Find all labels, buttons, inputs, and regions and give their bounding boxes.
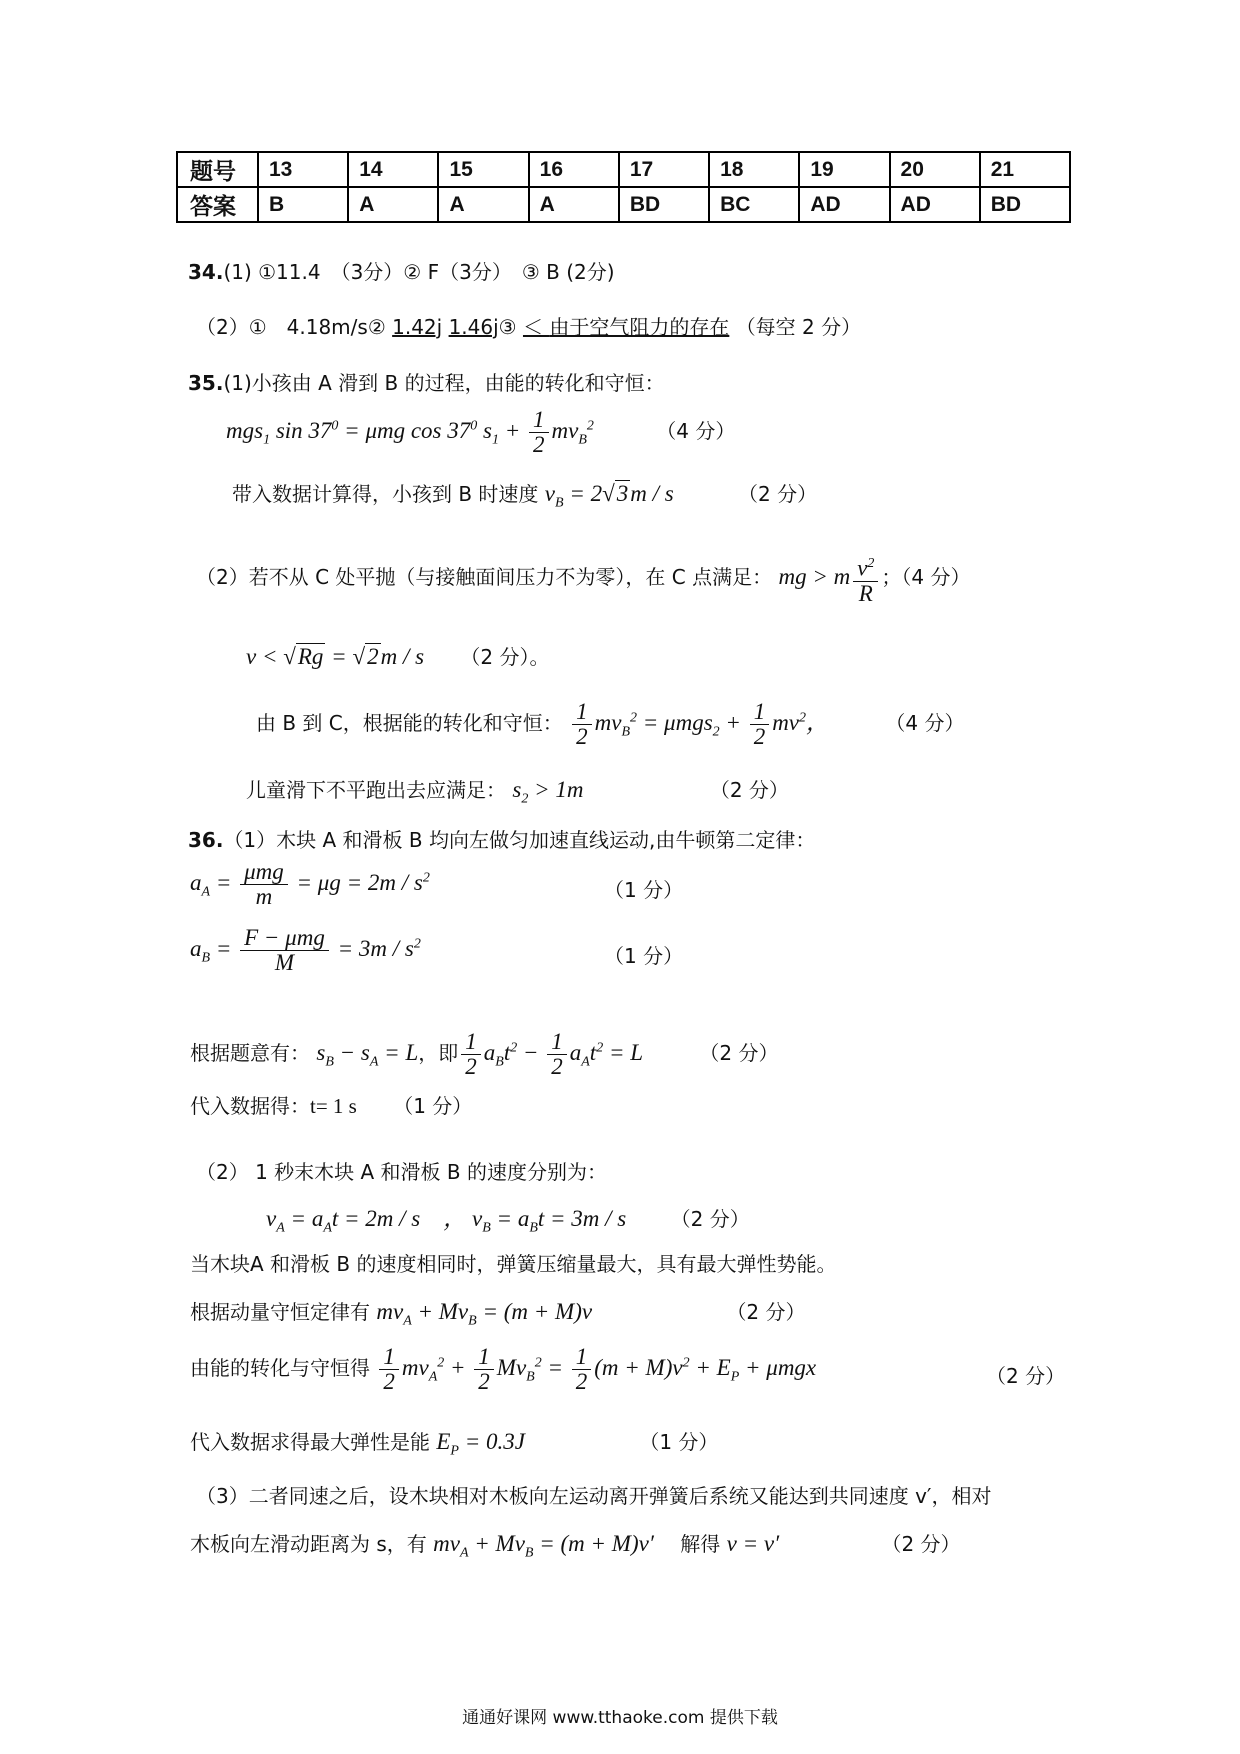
q34-line2-score: （每空 2 分） (735, 315, 862, 339)
formula-aA: $a_A$ = $\frac{\text{μmg}}{m}$ = $\mu g = 2m / s^2$ (190, 859, 430, 909)
q36-v-score: （2 分） (670, 1207, 750, 1231)
q36-aB-score: （1 分） (604, 944, 684, 968)
q36-p2 (196, 1156, 607, 1185)
q36-velocities (266, 1200, 750, 1237)
q36-p3-score: （2 分） (881, 1532, 961, 1556)
table-row-question-numbers (177, 152, 1070, 187)
table-cell: B (258, 187, 348, 222)
table-cell: A (529, 187, 619, 222)
q35-calc (232, 478, 817, 512)
table-cell: BD (980, 187, 1070, 222)
table-cell: 19 (799, 152, 889, 187)
q36-same-speed (190, 1248, 836, 1277)
formula-vb: $v_B = 2√3m / s$ (544, 481, 674, 511)
q35-child-text: 儿童滑下不平跑出去应满足： (246, 778, 506, 802)
q36-p2-intro: （2） 1 秒末木块 A 和滑板 B 的速度分别为： (196, 1160, 607, 1184)
q36-aA-score: （1 分） (604, 878, 684, 902)
q36-t-score: （1 分） (393, 1094, 473, 1118)
table-cell: BD (619, 187, 709, 222)
q36-momentum-score: （2 分） (726, 1300, 806, 1324)
q34-blank-4: 由于空气阻力的存在 (549, 315, 730, 339)
q36-energy-score: （2 分） (986, 1364, 1066, 1388)
formula-aB: $a_B$ = $\frac{\text{F − μmg}}{M}$ = $3m / s^2$ (190, 925, 421, 975)
q35-p2-score: ；（4 分） (881, 565, 971, 590)
q35-p2 (196, 552, 971, 606)
q36-p3-line1 (196, 1480, 991, 1509)
table-cell: A (348, 187, 438, 222)
formula-energy-ab: mgs$_1$ $\sin 37^0 = \mu mg$ $\cos 37^0$ $s_1$ + $\frac{1}{2}$ $mv_B^2$ (226, 407, 594, 457)
q35-calc-text: 带入数据计算得，小孩到 B 时速度 (232, 482, 539, 506)
q36-momentum-text: 根据动量守恒定律有 (190, 1300, 370, 1324)
q36-p3-line2 (190, 1528, 961, 1562)
answer-table (176, 151, 1071, 223)
footer: 通通好课网 www.tthaoke.com 提供下载 (462, 1708, 778, 1728)
q36-p3-solve: 解得 (680, 1532, 721, 1556)
q35-eq1 (226, 408, 735, 457)
table-cell: 20 (890, 152, 980, 187)
q36-t-text: 代入数据得： (190, 1094, 310, 1118)
table-cell: AD (890, 187, 980, 222)
q36-ep (190, 1426, 718, 1460)
table-cell: BC (709, 187, 799, 222)
q34-line2 (196, 311, 861, 340)
q34-line2-d: ③ (498, 315, 517, 339)
table-cell: 16 (529, 152, 619, 187)
formula-ep: $E_P = 0.3J$ (436, 1429, 525, 1459)
formula-energy-conservation: $\frac{1}{2}$ $mv_A^2$ + $\frac{1}{2}$ $Mv_B^2$ = $\frac{1}{2}$ $(m + M)v^2 + E_P + \mu mgx$ (376, 1355, 816, 1380)
formula-kinematics: $\frac{1}{2}$ $a_Bt^2$ − $\frac{1}{2}$ $a_At^2 = L$ (458, 1040, 643, 1065)
q36-meaning-score: （2 分） (699, 1040, 779, 1065)
q36-t-value: t= 1 s (310, 1094, 357, 1118)
q36-number: 36. (188, 828, 224, 852)
q35-v-score: （2 分）。 (460, 645, 550, 669)
q36-same-speed-text: 当木块A 和滑板 B 的速度相同时，弹簧压缩量最大，具有最大弹性势能。 (190, 1252, 837, 1276)
q35-line1 (188, 367, 665, 396)
q36-p3-line1-text: （3）二者同速之后，设木块相对木板向左运动离开弹簧后系统又能达到共同速度 v′，相对 (196, 1484, 992, 1508)
q34-line2-a: （2）① 4.18m/s② (196, 315, 386, 339)
table-cell: 21 (980, 152, 1070, 187)
q36-ep-score: （1 分） (639, 1430, 719, 1454)
q36-meaning-mid: ，即 (418, 1040, 459, 1065)
q36-ep-text: 代入数据求得最大弹性是能 (190, 1430, 430, 1454)
table-cell: AD (799, 187, 889, 222)
q36-line1 (188, 824, 815, 853)
table-cell: 题号 (177, 152, 258, 187)
formula-final-momentum: $mv_A + Mv_B = (m + M)v'$ (433, 1531, 654, 1561)
table-cell: 答案 (177, 187, 258, 222)
q34-blank-3: ＜ (522, 315, 550, 339)
q36-t (190, 1090, 472, 1119)
q36-meaning (190, 1030, 778, 1079)
table-row-answers (177, 187, 1070, 222)
q36-meaning-text: 根据题意有： (190, 1040, 310, 1065)
q36-p3-line2-text: 木板向左滑动距离为 s，有 (190, 1532, 427, 1556)
formula-displacement: $s_B - s_A = L$ (316, 1039, 419, 1070)
q34-line1 (188, 256, 615, 285)
q35-bc-text: 由 B 到 C，根据能的转化和守恒： (256, 710, 563, 735)
q36-momentum (190, 1296, 806, 1330)
q36-aB (190, 925, 684, 975)
q35-child (246, 774, 789, 808)
formula-velocities: $v_A = a_At = 2m / s$ ， $v_B = a_Bt = 3m / s$ (266, 1206, 627, 1236)
q34-number: 34. (188, 260, 224, 284)
table-cell: 17 (619, 152, 709, 187)
formula-s2: $s_2 > 1m$ (512, 777, 584, 807)
q35-intro: (1)小孩由 A 滑到 B 的过程，由能的转化和守恒： (223, 371, 665, 395)
table-cell: A (438, 187, 528, 222)
q36-energy (190, 1344, 1066, 1394)
q34-blank-2: 1.46j (448, 315, 499, 339)
formula-momentum: $mv_A + Mv_B = (m + M)v$ (376, 1299, 593, 1329)
table-cell: 15 (438, 152, 528, 187)
q35-bc (256, 700, 964, 749)
formula-v-equal: v = v′ (726, 1531, 780, 1556)
q34-line1-text: (1) ①11.4 （3分）② F（3分） ③ B (2分) (223, 260, 615, 284)
table-cell: 14 (348, 152, 438, 187)
q36-energy-text: 由能的转化与守恒得 (190, 1355, 370, 1380)
formula-circular: mg > m $\frac{v^2}{R}$ (778, 564, 881, 589)
q36-aA (190, 859, 684, 909)
q35-score1: （4 分） (656, 418, 736, 443)
table-cell: 18 (709, 152, 799, 187)
q35-score2: （2 分） (738, 482, 818, 506)
table-cell: 13 (258, 152, 348, 187)
q36-intro: （1）木块 A 和滑板 B 均向左做匀加速直线运动,由牛顿第二定律： (223, 828, 816, 852)
q35-child-score: （2 分） (709, 778, 789, 802)
formula-v-limit: v < √Rg = √2m / s (246, 644, 425, 669)
formula-energy-bc: $\frac{1}{2}$ $mv_B^2 = \mu mgs_2$ + $\frac{1}{2}$ $mv^2$， (569, 710, 829, 735)
q35-p2-text: （2）若不从 C 处平抛（与接触面间压力不为零），在 C 点满足： (196, 565, 773, 590)
q35-bc-score: （4 分） (885, 710, 965, 735)
q34-blank-1: 1.42j (392, 315, 443, 339)
q35-number: 35. (188, 371, 224, 395)
q35-v (246, 641, 549, 670)
